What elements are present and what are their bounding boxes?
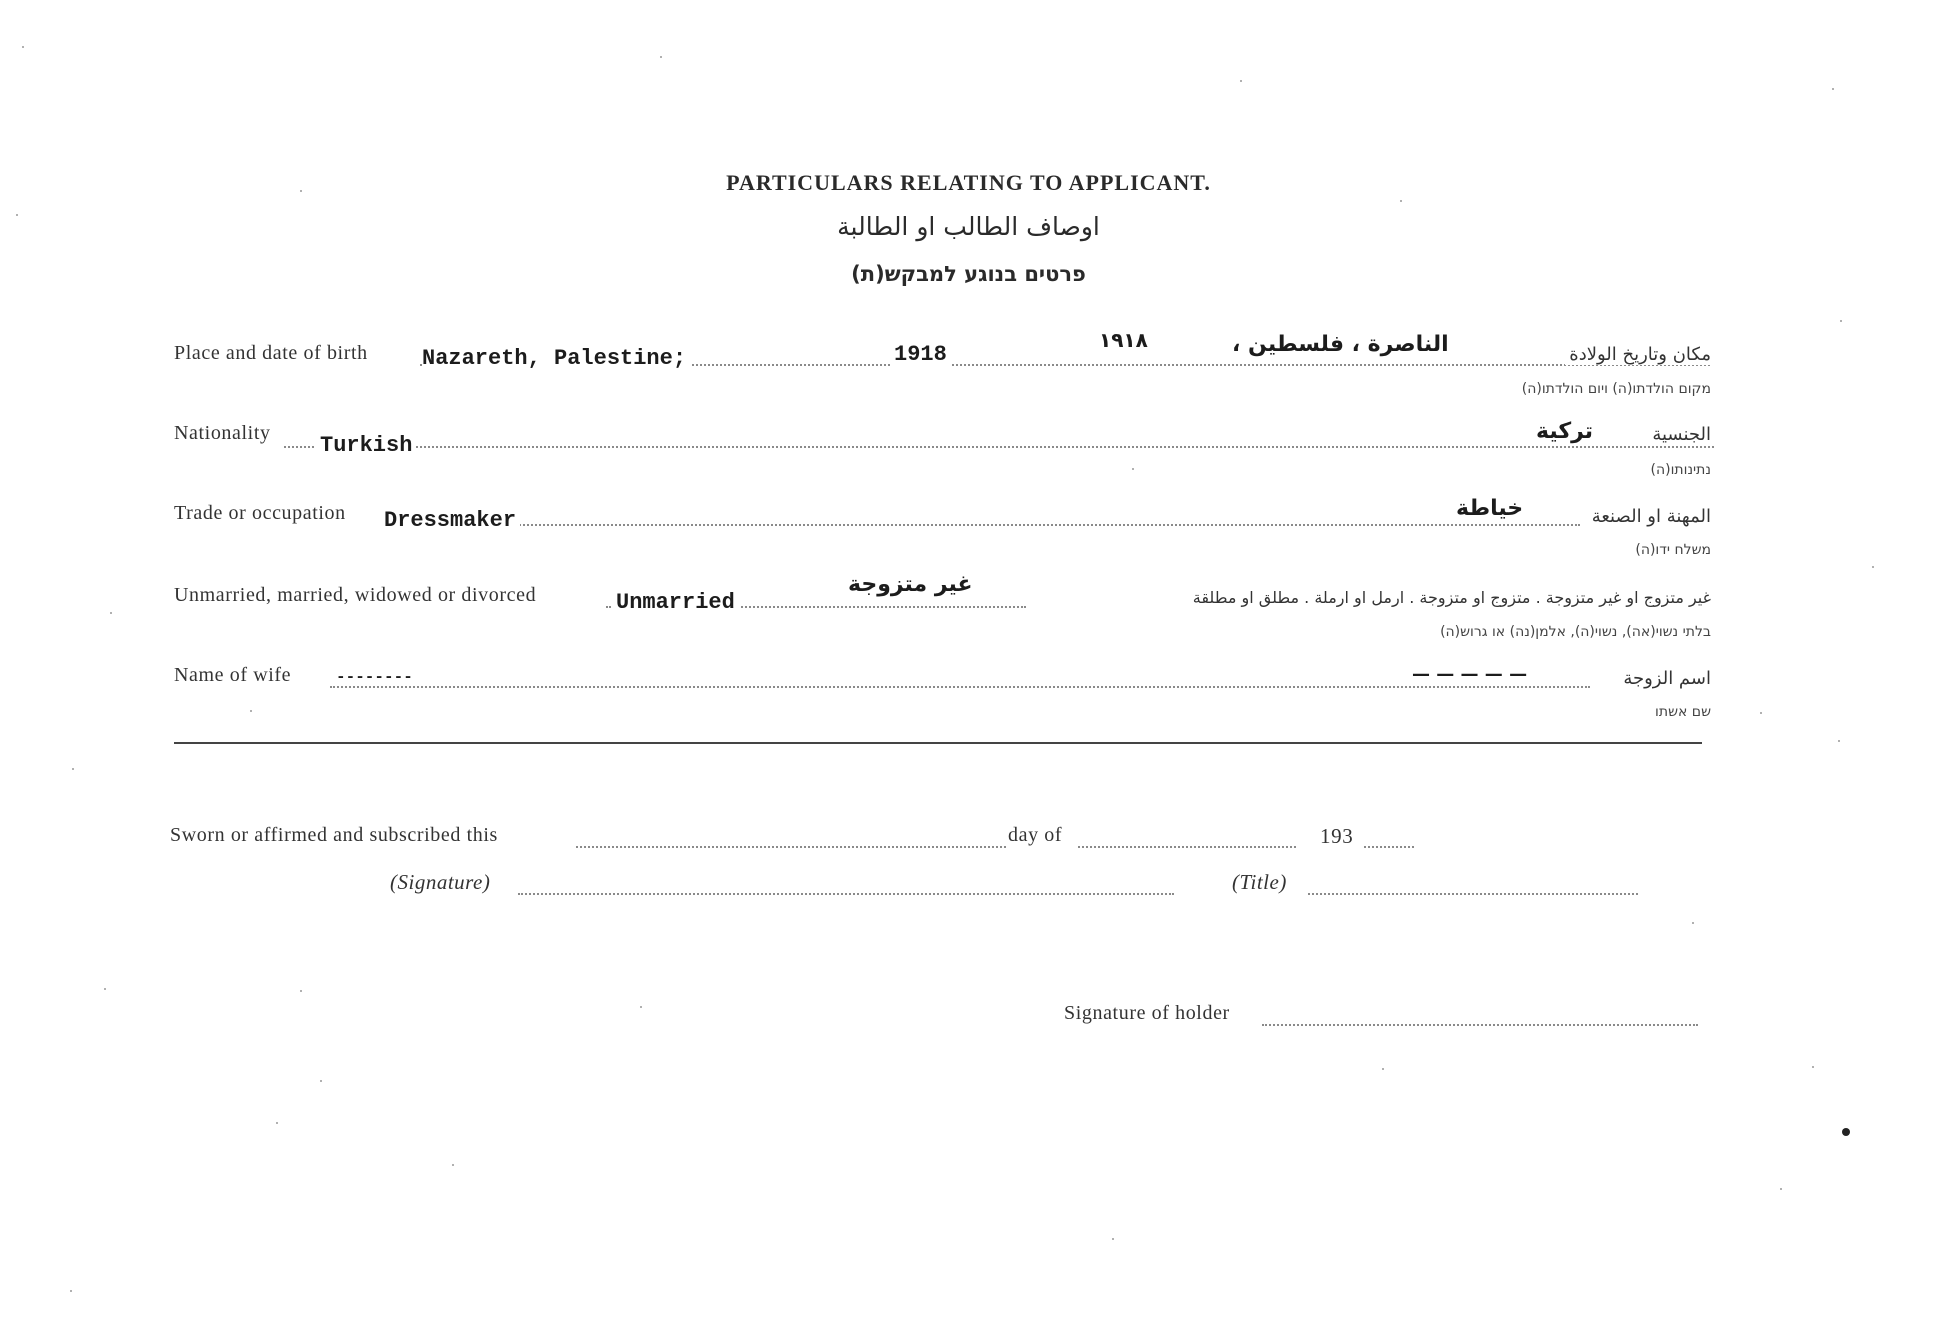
divider-line (174, 742, 1702, 744)
label-occupation-en: Trade or occupation (174, 502, 346, 524)
scan-speck (276, 1122, 278, 1124)
dotted-line (330, 686, 1590, 688)
label-marital-he: בלתי נשוי(אה), נשוי(ה), אלמן(נה) או גרוש(ה) (1440, 624, 1711, 640)
typed-nationality: Turkish (316, 433, 416, 458)
label-title: (Title) (1232, 870, 1287, 894)
label-wife-he: שם אשתו (1655, 704, 1711, 720)
dotted-line (1364, 846, 1414, 848)
label-wife-ar: اسم الزوجة (1619, 668, 1711, 689)
scan-speck (300, 990, 302, 992)
dotted-line (518, 893, 1174, 895)
label-nationality-ar: الجنسية (1648, 424, 1711, 445)
label-sworn: Sworn or affirmed and subscribed this (170, 824, 498, 846)
scan-speck (1382, 1068, 1384, 1070)
label-day-of: day of (1008, 824, 1063, 846)
label-birth-he: מקום הולדתו(ה) ויום הולדתו(ה) (1521, 381, 1711, 397)
label-occupation-he: משלח ידו(ה) (1635, 542, 1711, 558)
label-birth-ar: مكان وتاريخ الولادة (1565, 344, 1711, 365)
label-signature: (Signature) (390, 870, 491, 894)
hand-wife: — — — — — (1408, 664, 1531, 685)
scan-speck (1132, 468, 1134, 470)
scan-speck (16, 214, 18, 216)
label-marital-en: Unmarried, married, widowed or divorced (174, 584, 537, 606)
typed-birth-year: 1918 (890, 342, 951, 367)
typed-birth-place: Nazareth, Palestine; (422, 346, 690, 371)
scan-speck (1240, 80, 1242, 82)
label-occupation-ar: المهنة او الصنعة (1588, 506, 1711, 527)
label-marital-ar: غير متزوج او غير متزوجة . متزوج او متزوجة . ارمل او ارملة . مطلق او مطلقة (1192, 588, 1711, 607)
label-nationality-en: Nationality (174, 422, 271, 444)
dotted-line (284, 446, 1714, 448)
hand-nationality-ar: تركية (1532, 419, 1597, 444)
scan-speck (110, 612, 112, 614)
scan-speck (1840, 320, 1842, 322)
scan-speck (22, 46, 24, 48)
hand-marital-ar: غير متزوجة (844, 572, 977, 597)
hand-occupation-ar: خياطة (1452, 496, 1527, 521)
scan-speck (104, 988, 106, 990)
scan-speck (250, 710, 252, 712)
scan-speck (1112, 1238, 1114, 1240)
dotted-line (1308, 893, 1638, 895)
scan-speck (320, 1080, 322, 1082)
hand-birth-year-ar: ١٩١٨ (1095, 328, 1152, 352)
scan-speck (1780, 1188, 1782, 1190)
scan-speck (72, 768, 74, 770)
scan-speck (70, 1290, 72, 1292)
title-he: פרטים בנוגע למבקש(ת) (851, 262, 1086, 286)
scan-speck (452, 1164, 454, 1166)
typed-marital: Unmarried (612, 590, 739, 615)
scan-speck (1400, 200, 1402, 202)
title-en: PARTICULARS RELATING TO APPLICANT. (726, 170, 1211, 195)
typed-occupation: Dressmaker (380, 508, 520, 533)
dotted-line (1262, 1024, 1698, 1026)
label-birth-en: Place and date of birth (174, 342, 368, 364)
dotted-line (576, 846, 1006, 848)
dotted-line (1078, 846, 1296, 848)
scan-speck (1760, 712, 1762, 714)
scan-speck (1872, 566, 1874, 568)
label-nationality-he: נתינותו(ה) (1650, 462, 1711, 478)
title-ar: اوصاف الطالب او الطالبة (837, 212, 1100, 241)
dotted-line (380, 524, 1580, 526)
ink-blot (1842, 1128, 1850, 1136)
scan-speck (1812, 1066, 1814, 1068)
label-holder-signature: Signature of holder (1064, 1002, 1230, 1024)
scan-speck (1692, 922, 1694, 924)
scan-speck (1838, 740, 1840, 742)
hand-birth-place-ar: الناصرة ، فلسطين ، (1228, 332, 1453, 357)
scan-speck (660, 56, 662, 58)
scan-speck (640, 1006, 642, 1008)
label-wife-en: Name of wife (174, 664, 292, 686)
typed-wife: -------- (336, 668, 413, 686)
label-year: 193 (1320, 824, 1354, 848)
scan-speck (300, 190, 302, 192)
scan-speck (1832, 88, 1834, 90)
